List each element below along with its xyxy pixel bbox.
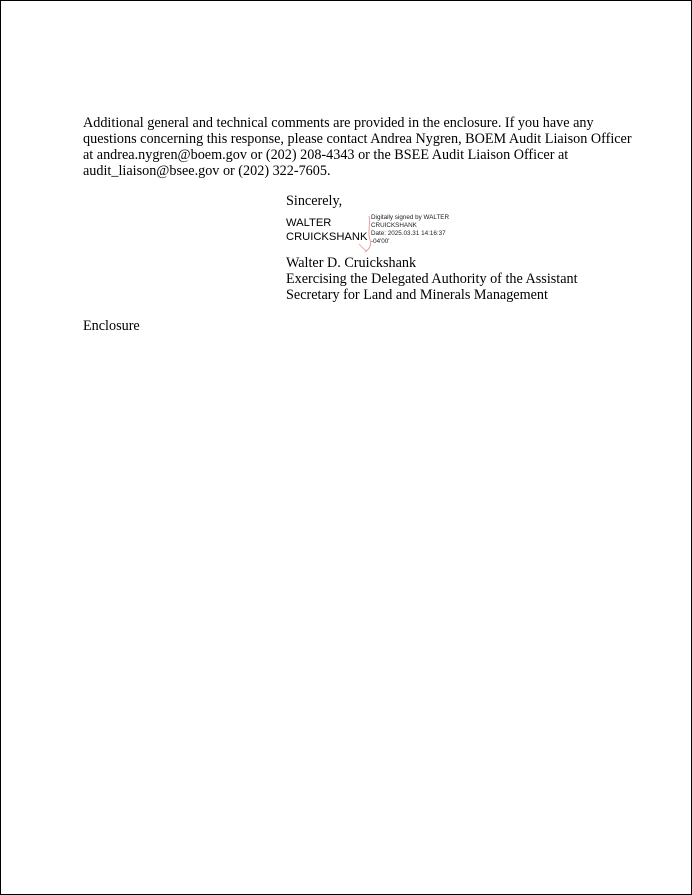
closing-salutation: Sincerely, <box>286 193 343 209</box>
enclosure-label: Enclosure <box>83 318 140 334</box>
body-line: Additional general and technical comments are provided in the enclosure. If you have any <box>83 115 594 131</box>
body-line: at andrea.nygren@boem.gov or (202) 208-4343 or the BSEE Audit Liaison Officer at <box>83 147 569 163</box>
signature-name-line: WALTER <box>286 217 332 229</box>
signer-block <box>286 255 578 303</box>
signature-detail-line: Date: 2025.03.31 14:16:37 <box>371 230 446 237</box>
body-line: audit_liaison@bsee.gov or (202) 322-7605. <box>83 163 331 179</box>
signature-details <box>371 214 449 246</box>
signature-name-line: CRUICKSHANK <box>286 231 368 243</box>
signer-title-line: Exercising the Delegated Authority of the Assistant <box>286 271 578 287</box>
body-line: questions concerning this response, please contact Andrea Nygren, BOEM Audit Liaison Officer <box>83 131 632 147</box>
signature-detail-line: -04'00' <box>371 238 390 245</box>
signer-name: Walter D. Cruickshank <box>286 255 417 271</box>
signature-detail-line: CRUICKSHANK <box>371 222 417 229</box>
digital-signature[interactable] <box>286 214 466 248</box>
body-paragraph <box>83 115 632 179</box>
signer-title-line: Secretary for Land and Minerals Management <box>286 287 548 303</box>
signature-detail-line: Digitally signed by WALTER <box>371 214 450 221</box>
